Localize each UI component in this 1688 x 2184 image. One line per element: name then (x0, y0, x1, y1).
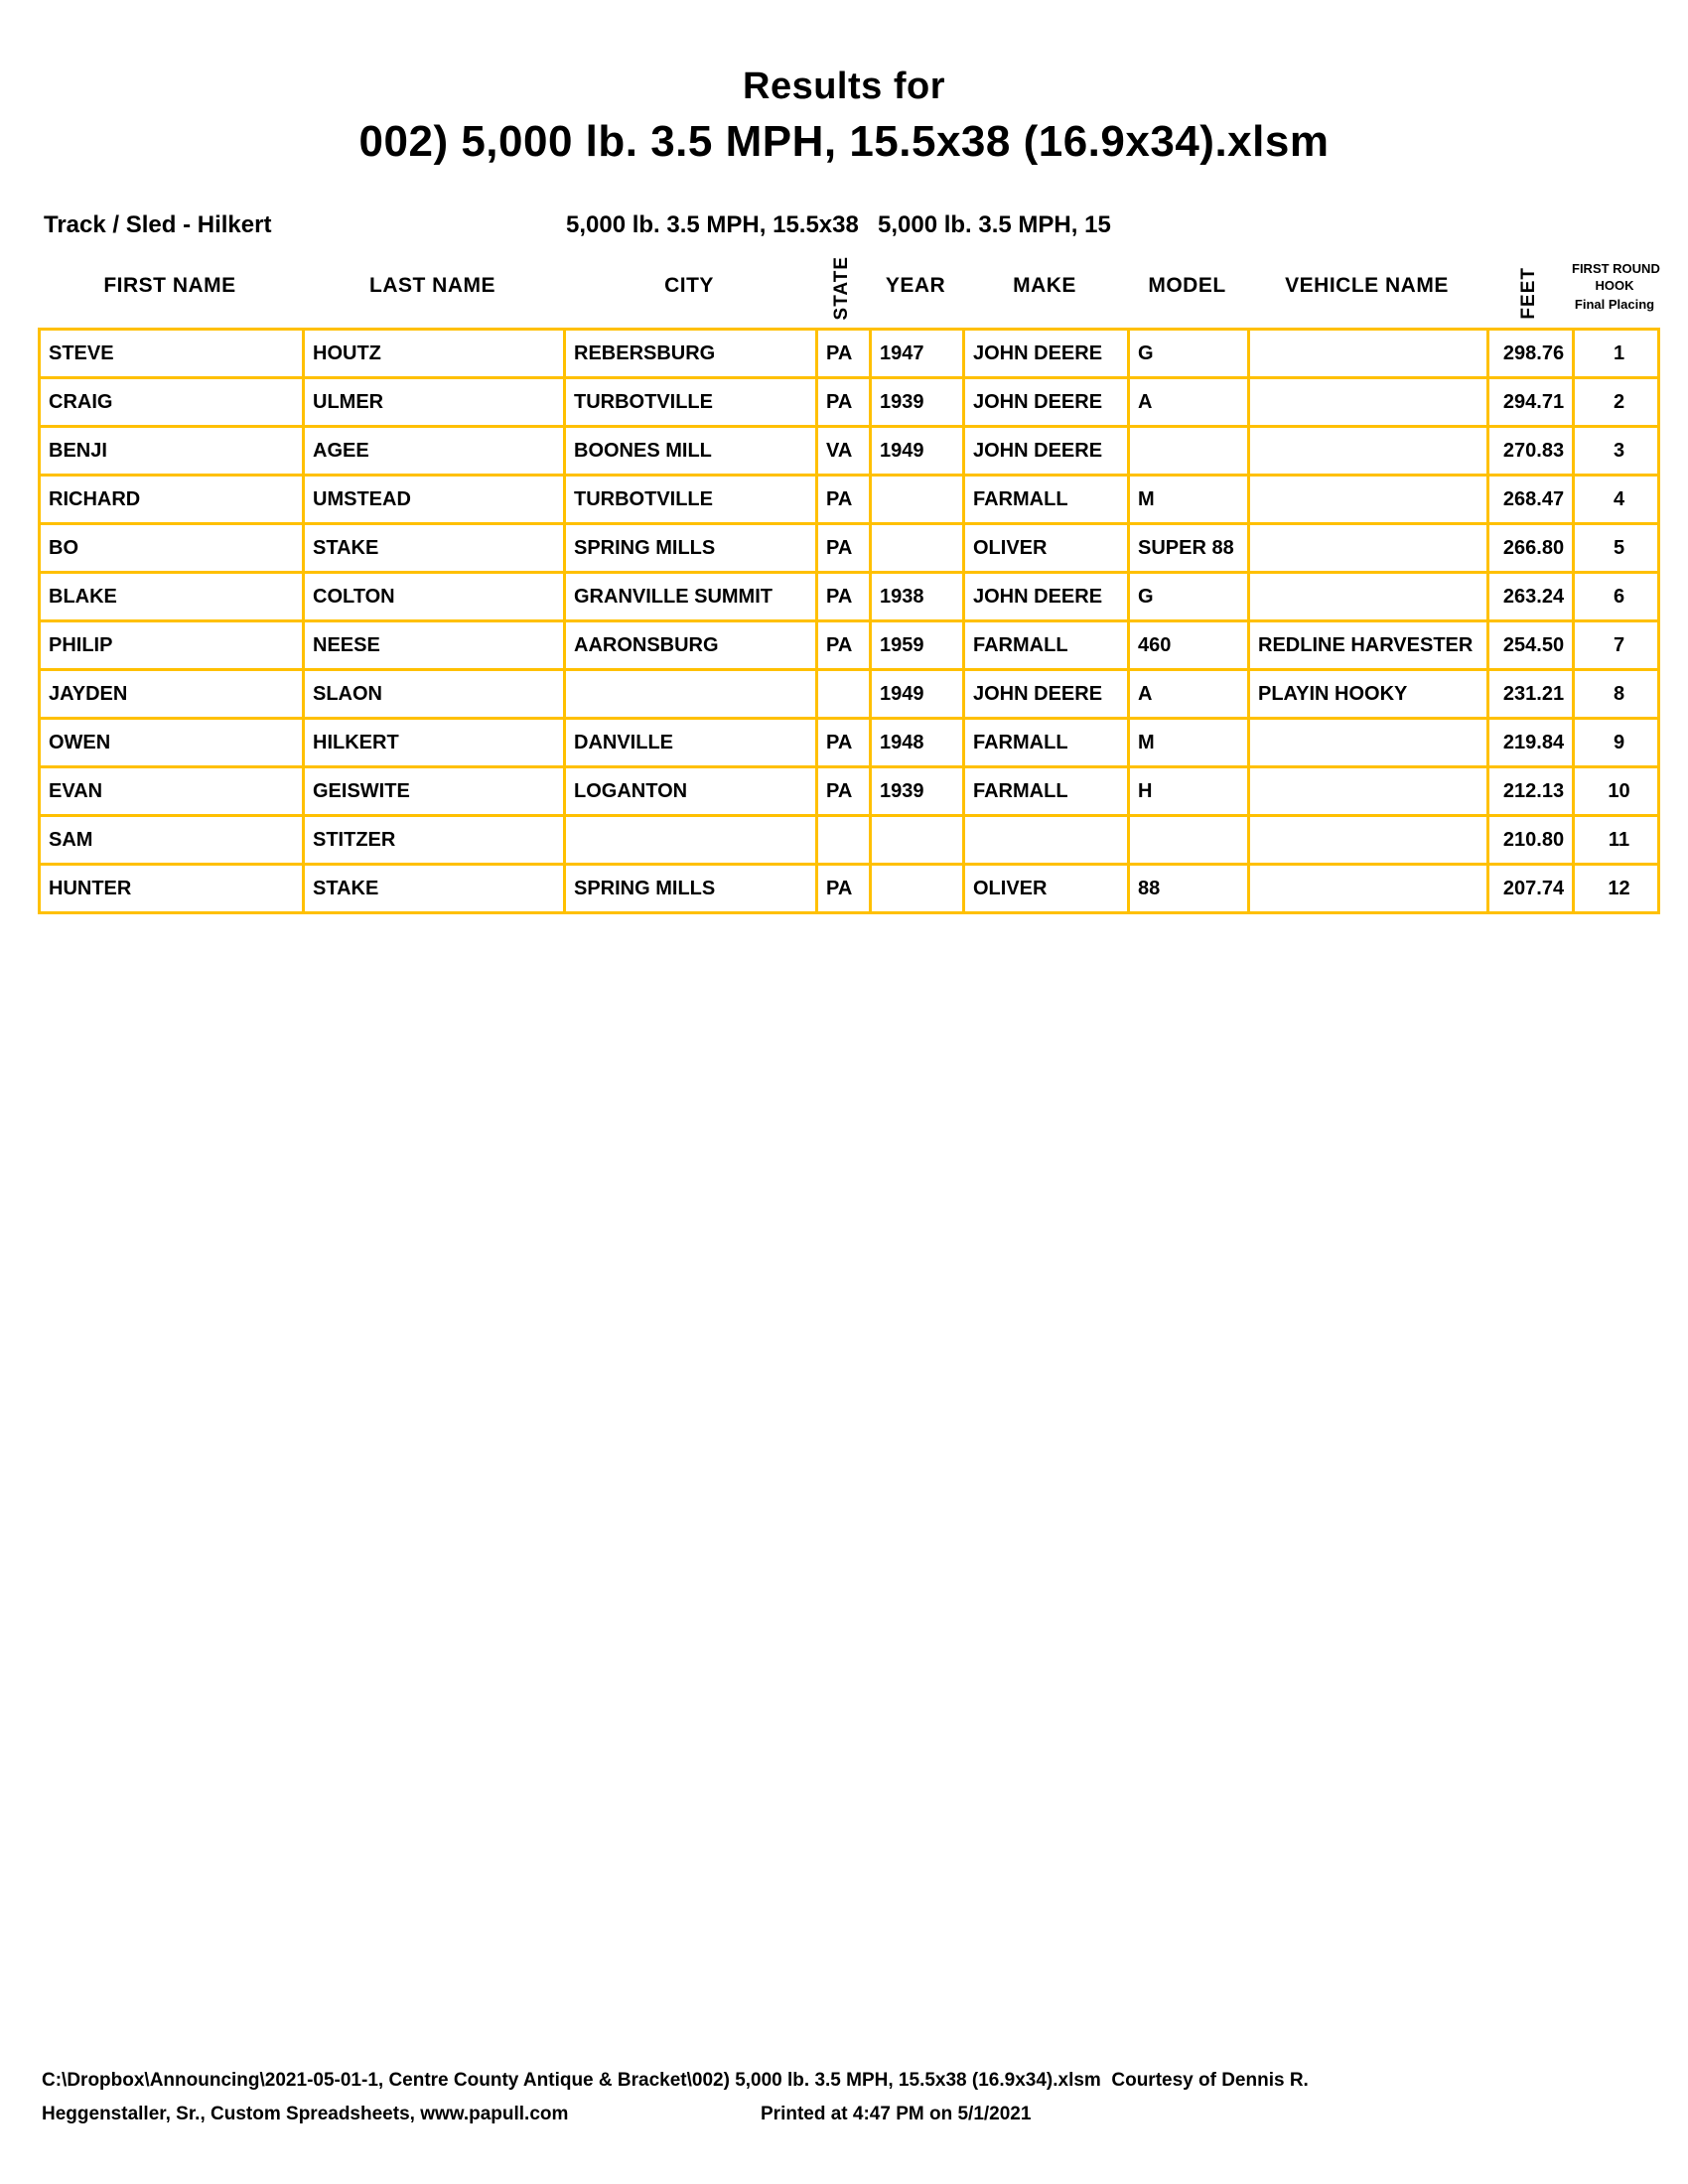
cell-last-name: HILKERT (304, 719, 565, 767)
cell-year (871, 816, 964, 865)
cell-model: SUPER 88 (1129, 524, 1249, 573)
cell-placing: 1 (1574, 330, 1659, 378)
cell-year: 1939 (871, 378, 964, 427)
column-header-vehicle-name: VEHICLE NAME (1285, 274, 1449, 297)
cell-first-name: STEVE (40, 330, 304, 378)
cell-placing: 3 (1574, 427, 1659, 476)
cell-year (871, 524, 964, 573)
cell-first-name: EVAN (40, 767, 304, 816)
footer-file-path: C:\Dropbox\Announcing\2021-05-01-1, Centre County Antique & Bracket\002) 5,000 lb. 3.5 MPH, 15.5x38 (16.9x34).xlsm Courtesy of Dennis R. (42, 2070, 1309, 2091)
table-row (40, 427, 1659, 476)
cell-city: REBERSBURG (565, 330, 817, 378)
cell-last-name: NEESE (304, 621, 565, 670)
cell-year: 1949 (871, 670, 964, 719)
cell-vehicle-name (1249, 427, 1488, 476)
cell-state: PA (817, 378, 871, 427)
cell-placing: 6 (1574, 573, 1659, 621)
column-header-make: MAKE (1013, 274, 1076, 297)
cell-last-name: UMSTEAD (304, 476, 565, 524)
column-header-first-name: FIRST NAME (103, 274, 236, 297)
cell-last-name: GEISWITE (304, 767, 565, 816)
table-row (40, 865, 1659, 913)
cell-model: 460 (1129, 621, 1249, 670)
table-row (40, 524, 1659, 573)
cell-model: M (1129, 719, 1249, 767)
column-header-year: YEAR (885, 274, 946, 297)
cell-city (565, 816, 817, 865)
cell-year: 1947 (871, 330, 964, 378)
page-title: Results for (743, 66, 945, 107)
footer-printed-stamp: Printed at 4:47 PM on 5/1/2021 (761, 2104, 1032, 2124)
cell-year: 1949 (871, 427, 964, 476)
cell-year: 1948 (871, 719, 964, 767)
cell-last-name: AGEE (304, 427, 565, 476)
cell-feet: 270.83 (1488, 427, 1574, 476)
cell-make (964, 816, 1129, 865)
cell-year: 1938 (871, 573, 964, 621)
cell-first-name: RICHARD (40, 476, 304, 524)
cell-model: H (1129, 767, 1249, 816)
footer-credit: Heggenstaller, Sr., Custom Spreadsheets, www.papull.com (42, 2104, 569, 2124)
cell-vehicle-name (1249, 476, 1488, 524)
cell-feet: 266.80 (1488, 524, 1574, 573)
cell-city: GRANVILLE SUMMIT (565, 573, 817, 621)
column-header-last-name: LAST NAME (369, 274, 495, 297)
cell-vehicle-name (1249, 865, 1488, 913)
cell-state (817, 816, 871, 865)
cell-vehicle-name (1249, 524, 1488, 573)
cell-last-name: COLTON (304, 573, 565, 621)
track-sled-label: Track / Sled - Hilkert (44, 211, 272, 238)
cell-first-name: SAM (40, 816, 304, 865)
cell-last-name: STAKE (304, 524, 565, 573)
cell-first-name: BO (40, 524, 304, 573)
cell-placing: 5 (1574, 524, 1659, 573)
cell-model (1129, 816, 1249, 865)
cell-state: PA (817, 621, 871, 670)
cell-make: FARMALL (964, 767, 1129, 816)
cell-make: OLIVER (964, 865, 1129, 913)
table-row (40, 476, 1659, 524)
cell-placing: 4 (1574, 476, 1659, 524)
cell-feet: 207.74 (1488, 865, 1574, 913)
cell-city: DANVILLE (565, 719, 817, 767)
table-row (40, 670, 1659, 719)
cell-make: FARMALL (964, 719, 1129, 767)
cell-placing: 2 (1574, 378, 1659, 427)
cell-vehicle-name: PLAYIN HOOKY (1249, 670, 1488, 719)
cell-state: PA (817, 330, 871, 378)
cell-vehicle-name (1249, 330, 1488, 378)
cell-state: PA (817, 476, 871, 524)
table-row (40, 621, 1659, 670)
cell-make: FARMALL (964, 476, 1129, 524)
cell-state (817, 670, 871, 719)
cell-make: OLIVER (964, 524, 1129, 573)
cell-model: M (1129, 476, 1249, 524)
cell-city: TURBOTVILLE (565, 476, 817, 524)
hook-header-line3: Final Placing (1574, 297, 1655, 312)
table-row (40, 378, 1659, 427)
cell-vehicle-name (1249, 767, 1488, 816)
cell-first-name: BENJI (40, 427, 304, 476)
cell-city: LOGANTON (565, 767, 817, 816)
cell-state: PA (817, 865, 871, 913)
cell-make: JOHN DEERE (964, 330, 1129, 378)
cell-year: 1959 (871, 621, 964, 670)
cell-city: SPRING MILLS (565, 865, 817, 913)
cell-first-name: OWEN (40, 719, 304, 767)
class-name-left: 5,000 lb. 3.5 MPH, 15.5x38 (566, 211, 859, 238)
cell-model: 88 (1129, 865, 1249, 913)
cell-year (871, 476, 964, 524)
cell-last-name: SLAON (304, 670, 565, 719)
cell-vehicle-name: REDLINE HARVESTER (1249, 621, 1488, 670)
cell-placing: 7 (1574, 621, 1659, 670)
column-header-state: STATE (831, 255, 852, 320)
cell-state: VA (817, 427, 871, 476)
table-row (40, 330, 1659, 378)
cell-feet: 212.13 (1488, 767, 1574, 816)
cell-state: PA (817, 524, 871, 573)
hook-header-line1: FIRST ROUND (1572, 261, 1660, 276)
results-table (38, 328, 1660, 914)
page-subtitle-filename: 002) 5,000 lb. 3.5 MPH, 15.5x38 (16.9x34).xlsm (358, 117, 1330, 166)
cell-last-name: STITZER (304, 816, 565, 865)
cell-vehicle-name (1249, 719, 1488, 767)
cell-feet: 298.76 (1488, 330, 1574, 378)
cell-city (565, 670, 817, 719)
cell-feet: 268.47 (1488, 476, 1574, 524)
class-name-right: 5,000 lb. 3.5 MPH, 15 (878, 211, 1111, 238)
cell-first-name: JAYDEN (40, 670, 304, 719)
cell-feet: 219.84 (1488, 719, 1574, 767)
table-row (40, 573, 1659, 621)
cell-placing: 11 (1574, 816, 1659, 865)
cell-make: JOHN DEERE (964, 573, 1129, 621)
cell-feet: 231.21 (1488, 670, 1574, 719)
hook-header-line2: HOOK (1595, 278, 1634, 293)
cell-make: JOHN DEERE (964, 427, 1129, 476)
table-row (40, 767, 1659, 816)
cell-placing: 8 (1574, 670, 1659, 719)
cell-first-name: HUNTER (40, 865, 304, 913)
cell-city: BOONES MILL (565, 427, 817, 476)
cell-make: JOHN DEERE (964, 670, 1129, 719)
cell-placing: 10 (1574, 767, 1659, 816)
cell-city: AARONSBURG (565, 621, 817, 670)
cell-city: TURBOTVILLE (565, 378, 817, 427)
cell-make: FARMALL (964, 621, 1129, 670)
cell-feet: 263.24 (1488, 573, 1574, 621)
cell-vehicle-name (1249, 816, 1488, 865)
column-header-model: MODEL (1148, 274, 1226, 297)
column-header-feet: FEET (1518, 267, 1539, 320)
cell-model (1129, 427, 1249, 476)
column-header-first-round-hook (1572, 260, 1660, 313)
cell-feet: 254.50 (1488, 621, 1574, 670)
column-header-city: CITY (664, 274, 714, 297)
cell-state: PA (817, 767, 871, 816)
cell-state: PA (817, 573, 871, 621)
table-row (40, 816, 1659, 865)
results-table-body (40, 330, 1659, 913)
cell-feet: 210.80 (1488, 816, 1574, 865)
cell-placing: 12 (1574, 865, 1659, 913)
cell-vehicle-name (1249, 378, 1488, 427)
cell-last-name: ULMER (304, 378, 565, 427)
cell-last-name: STAKE (304, 865, 565, 913)
cell-state: PA (817, 719, 871, 767)
cell-first-name: CRAIG (40, 378, 304, 427)
cell-model: A (1129, 670, 1249, 719)
cell-feet: 294.71 (1488, 378, 1574, 427)
cell-make: JOHN DEERE (964, 378, 1129, 427)
cell-first-name: PHILIP (40, 621, 304, 670)
cell-vehicle-name (1249, 573, 1488, 621)
cell-model: A (1129, 378, 1249, 427)
cell-placing: 9 (1574, 719, 1659, 767)
cell-model: G (1129, 573, 1249, 621)
table-row (40, 719, 1659, 767)
cell-city: SPRING MILLS (565, 524, 817, 573)
cell-model: G (1129, 330, 1249, 378)
cell-year (871, 865, 964, 913)
cell-year: 1939 (871, 767, 964, 816)
cell-last-name: HOUTZ (304, 330, 565, 378)
cell-first-name: BLAKE (40, 573, 304, 621)
